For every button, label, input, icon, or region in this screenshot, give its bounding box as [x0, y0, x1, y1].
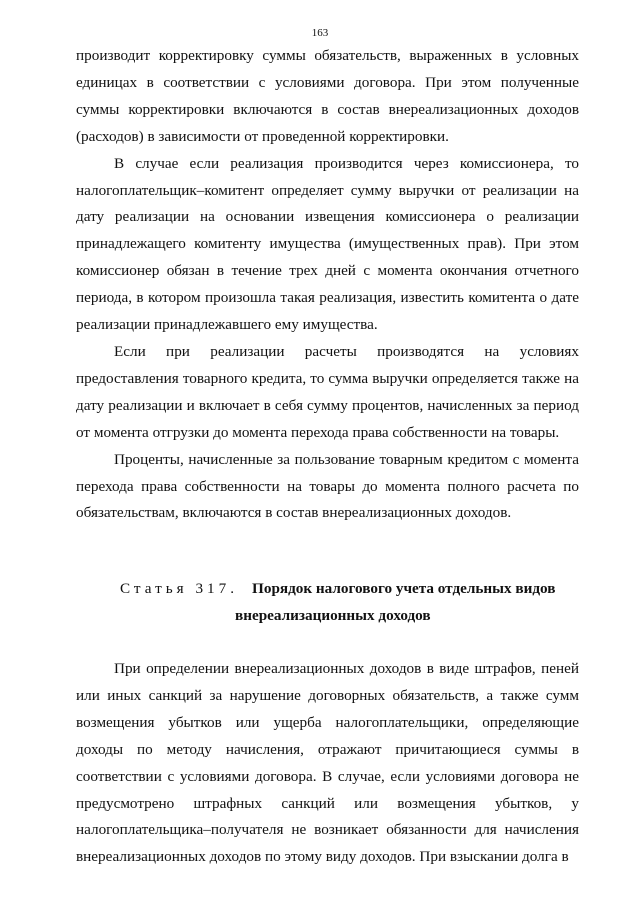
article-heading [76, 575, 579, 629]
paragraph: производит корректировку суммы обязательств, выраженных в условных единицах в соответствии с условиями договора. При этом полученные суммы корректировки включаются в состав внереализационных доходов (расходов) в зависимости от проведенной корректировки. [76, 47, 579, 145]
text-block-top [76, 43, 579, 527]
page-number: 163 [311, 27, 329, 39]
article-heading-line1 [76, 575, 579, 602]
article-title-continued: внереализационных доходов [235, 607, 431, 624]
paragraph: Проценты, начисленные за пользование товарным кредитом с момента перехода права собственности на товары до момента полного расчета по обязательствам, включаются в состав внереализационных доходов. [76, 450, 579, 522]
paragraph: В случае если реализация производится через комиссионера, то налогоплательщик–комитент определяет сумму выручки от реализации на дату реализации на основании извещения комиссионера о реализации принадлежащего комитенту имущества (имущественных прав). При этом комиссионер обязан в течение трех дней с момента окончания отчетного периода, в котором произошла такая реализация, известить комитента о дате реализации принадлежавшего ему имущества. [76, 154, 579, 334]
text-block-bottom [76, 656, 579, 871]
paragraph: При определении внереализационных доходов в виде штрафов, пеней или иных санкций за нарушение договорных обязательств, а также сумм возмещения убытков или ущерба налогоплательщики, определяющие доходы по методу начисления, отражают причитающиеся суммы в соответствии с условиями договора. В случае, если условиями договора не предусмотрено штрафных санкций или возмещения убытков, у налогоплательщика–получателя не возникает обязанности для начисления внереализационных доходов по этому виду доходов. При взыскании долга в [76, 660, 579, 866]
article-label: Статья 317. [120, 580, 239, 597]
article-title: Порядок налогового учета отдельных видов [252, 580, 556, 597]
paragraph: Если при реализации расчеты производятся на условиях предоставления товарного кредита, то сумма выручки определяется также на дату реализации и включает в себя сумму процентов, начисленных за период от момента отгрузки до момента перехода права собственности на товары. [76, 342, 579, 441]
